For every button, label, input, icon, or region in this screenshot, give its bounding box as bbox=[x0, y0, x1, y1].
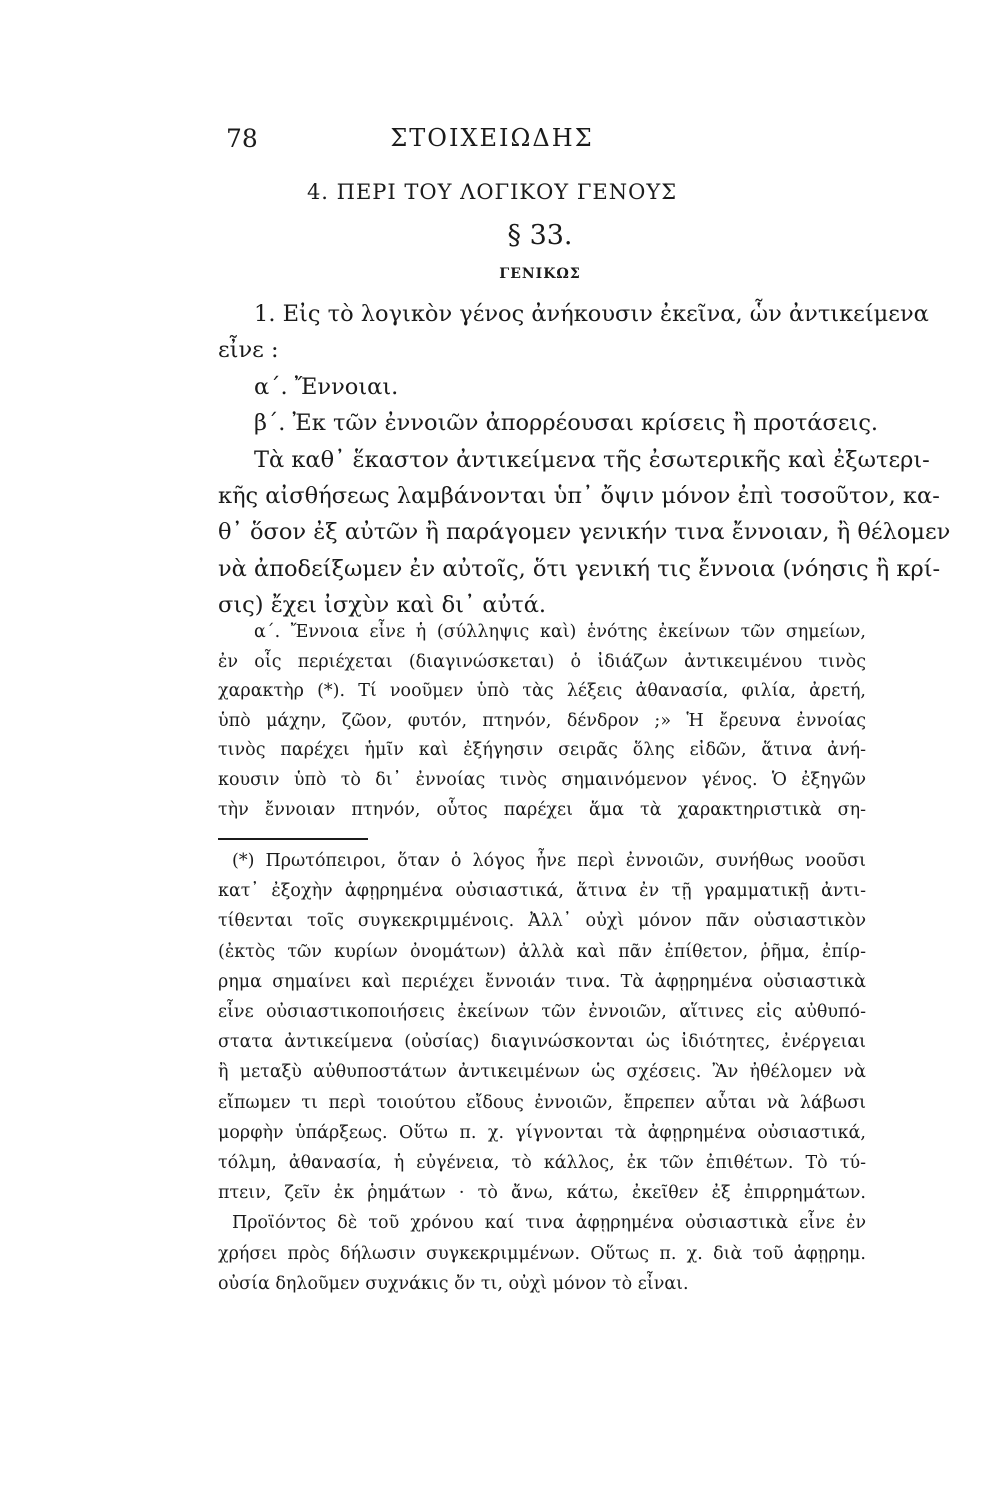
footnote-line: τίθενται τοῖς συγκεκριμμένοις. Ἀλλ᾽ οὐχὶ μόνον πᾶν οὐσιαστικὸν bbox=[218, 911, 866, 932]
footnote bbox=[218, 846, 866, 1299]
footnote-line: (ἐκτὸς τῶν κυρίων ὀνομάτων) ἀλλὰ καὶ πᾶν ἐπίθετον, ῥῆμα, ἐπίρ- bbox=[218, 941, 866, 962]
chapter-heading: 4. ΠΕΡΙ ΤΟΥ ΛΟΓΙΚΟΥ ΓΕΝΟΥΣ bbox=[306, 180, 678, 204]
text-line: 1. Εἰς τὸ λογικὸν γένος ἀνήκουσιν ἐκεῖνα, ὧν ἀντικείμενα bbox=[254, 301, 929, 327]
footnote-line: μορφὴν ὑπάρξεως. Οὕτω π. χ. γίγνονται τὰ ἀφῃρημένα οὐσιαστικά, bbox=[218, 1122, 866, 1143]
text-line: κῆς αἰσθήσεως λαμβάνονται ὑπ᾽ ὄψιν μόνον ἐπὶ τοσοῦτον, κα- bbox=[218, 483, 940, 510]
text-line: Τὰ καθ᾽ ἕκαστον ἀντικείμενα τῆς ἐσωτερικῆς καὶ ἐξωτερι- bbox=[254, 446, 930, 473]
text-line: ἐν οἷς περιέχεται (διαγινώσκεται) ὁ ἰδιάζων ἀντικειμένου τινὸς bbox=[218, 651, 866, 672]
section-title: ΓΕΝΙΚΩΣ bbox=[499, 266, 581, 282]
footnote-line: χρήσει πρὸς δήλωσιν συγκεκριμμένων. Οὕτως π. χ. διὰ τοῦ ἀφῃρημ. bbox=[218, 1243, 866, 1264]
footnote-line: ρημα σημαίνει καὶ περιέχει ἔννοιάν τινα. Τὰ ἀφῃρημένα οὐσιαστικὰ bbox=[218, 971, 866, 992]
footnote-line: τόλμη, ἀθανασία, ἡ εὐγένεια, τὸ κάλλος, ἐκ τῶν ἐπιθέτων. Τὸ τύ- bbox=[218, 1153, 866, 1174]
footnote-line: Προϊόντος δὲ τοῦ χρόνου καί τινα ἀφῃρημένα οὐσιαστικὰ εἶνε ἐν bbox=[232, 1213, 866, 1234]
text-line: νὰ ἀποδείξωμεν ἐν αὐτοῖς, ὅτι γενική τις ἔννοια (νόησις ἢ κρί- bbox=[218, 555, 941, 582]
footnote-line: οὐσία δηλοῦμεν συχνάκις ὄν τι, οὐχὶ μόνον τὸ εἶναι. bbox=[218, 1273, 689, 1294]
footnote-line: κατ᾽ ἐξοχὴν ἀφῃρημένα οὐσιαστικά, ἅτινα ἐν τῇ γραμματικῇ ἀντι- bbox=[218, 881, 866, 902]
small-print-text bbox=[218, 618, 866, 825]
text-line: χαρακτὴρ (*). Τί νοοῦμεν ὑπὸ τὰς λέξεις ἀθανασία, φιλία, ἀρετή, bbox=[218, 681, 866, 702]
running-header bbox=[0, 124, 984, 160]
main-text bbox=[218, 296, 951, 624]
page-number: 78 bbox=[226, 124, 258, 153]
text-line: τινὸς παρέχει ἡμῖν καὶ ἐξήγησιν σειρᾶς ὅλης εἰδῶν, ἅτινα ἀνή- bbox=[218, 740, 866, 761]
footnote-line: εἴπωμεν τι περὶ τοιούτου εἴδους ἐννοιῶν, ἔπρεπεν αὗται νὰ λάβωσι bbox=[218, 1092, 866, 1113]
section-number: § 33. bbox=[507, 220, 573, 251]
text-line: α΄. Ἔννοια εἶνε ἡ (σύλληψις καὶ) ἑνότης ἐκείνων τῶν σημείων, bbox=[254, 622, 866, 642]
text-line: α΄. Ἔννοιαι. bbox=[254, 373, 399, 400]
footnote-line: εἶνε οὐσιαστικοποιήσεις ἐκείνων τῶν ἐννοιῶν, αἵτινες εἰς αὐθυπό- bbox=[218, 1002, 866, 1023]
footnote-line: στατα ἀντικείμενα (οὐσίας) διαγινώσκονται ὡς ἰδιότητες, ἐνέργειαι bbox=[218, 1032, 866, 1053]
running-title: ΣΤΟΙΧΕΙΩΔΗΣ bbox=[390, 124, 594, 152]
text-line: β΄. Ἐκ τῶν ἐννοιῶν ἀπορρέουσαι κρίσεις ἢ προτάσεις. bbox=[254, 410, 879, 437]
text-line: θ᾽ ὅσον ἐξ αὐτῶν ἢ παράγομεν γενικήν τινα ἔννοιαν, ἢ θέλομεν bbox=[218, 519, 951, 546]
text-line: ὑπὸ μάχην, ζῶον, φυτόν, πτηνόν, δένδρον ;» Ἡ ἔρευνα ἐννοίας bbox=[218, 710, 866, 731]
footnote-line: πτειν, ζεῖν ἐκ ῥημάτων · τὸ ἄνω, κάτω, ἐκεῖθεν ἐξ ἐπιρρημάτων. bbox=[218, 1183, 866, 1204]
text-line: κουσιν ὑπὸ τὸ δι᾽ ἐννοίας τινὸς σημαινόμενον γένος. Ὁ ἐξηγῶν bbox=[218, 769, 866, 790]
footnote-divider bbox=[218, 838, 368, 840]
footnote-line: (*) Πρωτόπειροι, ὅταν ὁ λόγος ἦνε περὶ ἐννοιῶν, συνήθως νοοῦσι bbox=[232, 851, 866, 871]
text-line: σις) ἔχει ἰσχὺν καὶ δι᾽ αὐτά. bbox=[218, 592, 547, 619]
text-line: εἶνε : bbox=[218, 337, 279, 364]
footnote-line: ἢ μεταξὺ αὐθυποστάτων ἀντικειμένων ὡς σχέσεις. Ἂν ἠθέλομεν νὰ bbox=[218, 1062, 866, 1083]
text-line: τὴν ἔννοιαν πτηνόν, οὗτος παρέχει ἅμα τὰ χαρακτηριστικὰ ση- bbox=[218, 799, 866, 820]
